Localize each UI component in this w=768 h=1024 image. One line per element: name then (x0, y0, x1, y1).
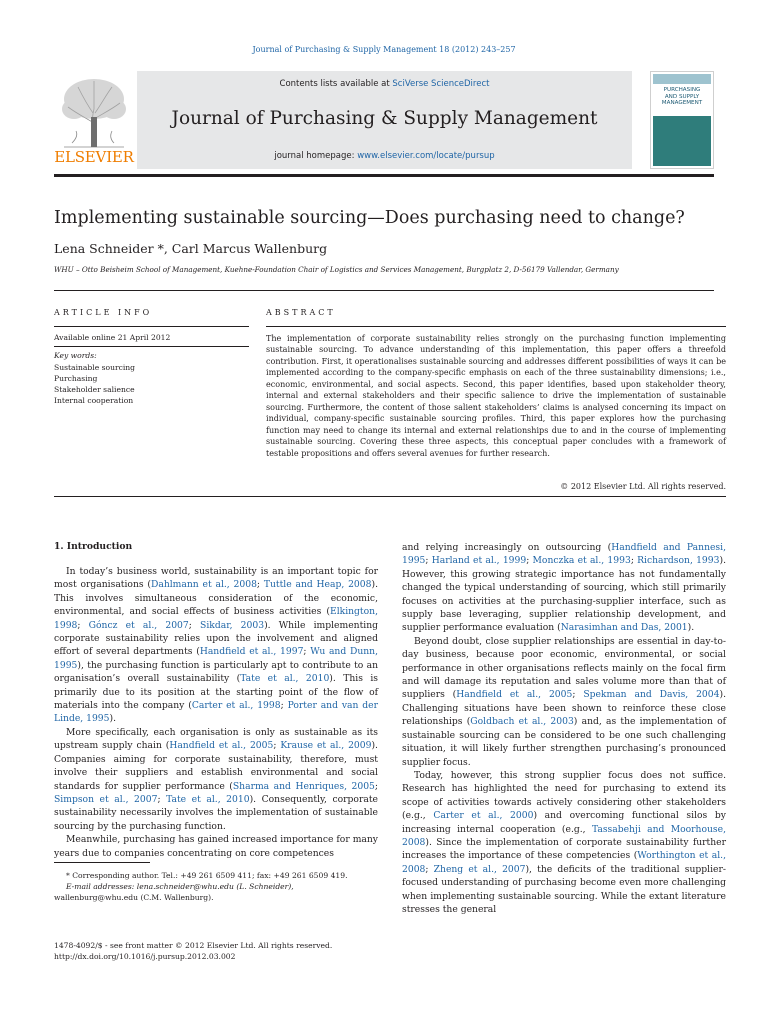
affiliation: WHU – Otto Beisheim School of Management, Kuehne-Foundation Chair of Logistics and Services Management, Burgplatz 2, D-56179 Vallendar, Germany (54, 265, 619, 274)
cover-title-line-3: MANAGEMENT (661, 100, 703, 107)
contents-prefix: Contents lists available at (279, 79, 393, 89)
abstract-rule-bottom (54, 496, 726, 497)
title-rule (54, 290, 714, 291)
body-paragraph: Today, however, this strong supplier focus does not suffice. Research has highlighted the need for purchasing to extend its scope of activities towards actively considering other stakeholders (e.g., Carter et al., 2000) and overcoming functional silos by increasing internal cooperation (e.g., Tassabehji and Moorhouse, 2008). Since the implementation of corporate sustainability further increases the importance of these competencies (Worthington et al., 2008; Zheng et al., 2007), the deficits of the traditional supplier-focused understanding of purchasing become even more challenging when implementing sustainable sourcing. While the extant literature stresses the general (402, 769, 726, 915)
citation-link[interactable]: Handfield et al., 2005 (169, 740, 274, 752)
citation-link[interactable]: Krause et al., 2009 (280, 740, 372, 752)
body-paragraph: More specifically, each organisation is only as sustainable as its upstream supply chain (Handfield et al., 2005; Krause et al., 2009). Companies aiming for corporate sustainability, therefore, must involve their suppliers and establish environmental and social standards for supplier performance (Sharma and Henriques, 2005; Simpson et al., 2007; Tate et al., 2010). Consequently, corporate sustainability necessarily involves the implementation of sustainable sourcing by the purchasing function. (54, 726, 378, 832)
cover-title (653, 87, 711, 107)
citation-link[interactable]: Porter and van der Linde, 1995 (54, 700, 378, 725)
citation-link[interactable]: Góncz et al., 2007 (88, 619, 189, 631)
homepage-line (137, 151, 632, 161)
citation-link[interactable]: Elkington, 1998 (54, 606, 378, 631)
body-paragraph: and relying increasingly on outsourcing (Handfield and Pannesi, 1995; Harland et al., 1999; Monczka et al., 1993; Richardson, 1993). However, this growing strategic importance has not fundamentally changed the typical understanding of sourcing, which still primarily focuses on activities at the purchasing-supplier interface, such as supply base leveraging, supplier relationship development, and supplier performance evaluation (Narasimhan and Das, 2001). (402, 542, 726, 634)
article-info-rule-mid (54, 346, 249, 347)
elsevier-wordmark: ELSEVIER (54, 148, 134, 166)
doi-link[interactable]: http://dx.doi.org/10.1016/j.pursup.2012.03.002 (54, 952, 236, 961)
keywords-list (54, 362, 135, 406)
citation-link[interactable]: Dahlmann et al., 2008 (150, 579, 257, 591)
issn-line: 1478-4092/$ - see front matter © 2012 Elsevier Ltd. All rights reserved. (54, 941, 333, 950)
abstract-heading: ABSTRACT (266, 308, 336, 317)
keyword-item: Purchasing (54, 374, 98, 383)
citation-link[interactable]: Carter et al., 1998 (191, 700, 281, 712)
homepage-link[interactable]: www.elsevier.com/locate/pursup (357, 151, 495, 161)
citation-link[interactable]: Monczka et al., 1993 (532, 555, 631, 567)
footnote (54, 870, 378, 903)
article-title: Implementing sustainable sourcing—Does purchasing need to change? (54, 208, 685, 228)
article-info-heading: ARTICLE INFO (54, 308, 153, 317)
citation-link[interactable]: Harland et al., 1999 (431, 555, 527, 567)
citation-link[interactable]: Simpson et al., 2007 (54, 793, 158, 805)
citation-link[interactable]: Narasimhan and Das, 2001 (560, 622, 688, 634)
available-online-date: Available online 21 April 2012 (54, 333, 171, 342)
keyword-item: Stakeholder salience (54, 385, 135, 394)
article-info-rule-top (54, 326, 249, 327)
citation-link[interactable]: Worthington et al., 2008 (402, 850, 726, 875)
email-addresses-line-1[interactable]: E-mail addresses: lena.schneider@whu.edu (L. Schneider), (66, 882, 294, 891)
keywords-heading: Key words: (54, 351, 97, 360)
body-paragraph: Meanwhile, purchasing has gained increased importance for many years due to companies concentrating on core competences (54, 834, 378, 859)
footnote-rule (54, 862, 150, 863)
citation-link[interactable]: Wu and Dunn, 1995 (54, 646, 378, 671)
abstract-rule-top (266, 326, 726, 327)
citation-link[interactable]: Sharma and Henriques, 2005 (232, 780, 375, 792)
citation-link[interactable]: Zheng et al., 2007 (433, 863, 526, 875)
citation-link[interactable]: Carter et al., 2000 (433, 810, 534, 822)
body-column-right (402, 541, 726, 916)
journal-title: Journal of Purchasing & Supply Management (171, 108, 598, 129)
body-column-left (54, 565, 378, 860)
citation-link[interactable]: Richardson, 1993 (637, 555, 720, 567)
cover-artwork (653, 116, 711, 166)
introduction-heading: 1. Introduction (54, 541, 133, 552)
email-addresses-line-2[interactable]: wallenburg@whu.edu (C.M. Wallenburg). (54, 893, 214, 902)
cover-band (653, 74, 711, 84)
running-header[interactable]: Journal of Purchasing & Supply Management 18 (2012) 243–257 (252, 45, 516, 54)
body-paragraph: Beyond doubt, close supplier relationships are essential in day-to-day business, because poor economic, environmental, or social performance in other organisations reflects mainly on the focal firm and will damage its reputation and sales volume more than that of suppliers (Handfield et al., 2005; Spekman and Davis, 2004). Challenging situations have been shown to reinforce these close relationships (Goldbach et al., 2003) and, as the implementation of sustainable sourcing can be considered to be one such challenging situation, it will likely further strengthen purchasing’s pronounced supplier focus. (402, 635, 727, 768)
contents-line (137, 79, 632, 89)
citation-link[interactable]: Handfield et al., 1997 (199, 646, 304, 658)
citation-link[interactable]: Handfield et al., 2005 (456, 689, 573, 701)
citation-link[interactable]: Tate et al., 2010 (166, 793, 250, 805)
body-paragraph: In today’s business world, sustainability is an important topic for most organisations (Dahlmann et al., 2008; Tuttle and Heap, 2008). This involves simultaneous consideration of the economic, environmental, and social effects of business activities (Elkington, 1998; Góncz et al., 2007; Sikdar, 2003). While implementing corporate sustainability relies upon the involvement and aligned effort of several departments (Handfield et al., 1997; Wu and Dunn, 1995), the purchasing function is particularly apt to contribute to an organisation’s overall sustainability (Tate et al., 2010). This is primarily due to its position at the starting point of the flow of materials into the company (Carter et al., 1998; Porter and van der Linde, 1995). (54, 566, 378, 725)
citation-link[interactable]: Tate et al., 2010 (240, 673, 330, 685)
abstract-text: The implementation of corporate sustainability relies strongly on the purchasing function implementing sustainable sourcing. To advance understanding of this implementation, this paper offers a threefold contribution. First, it operationalises sustainable sourcing and addresses different possibilities of ways it can be implemented according to the company-specific emphasis on each of the three sustainability dimensions; i.e., economic, environmental, and social aspects. Second, this paper identifies, based upon stakeholder theory, internal and external stakeholders and their specific salience to drive the implementation of sustainable sourcing. Furthermore, the content of those salient stakeholders’ claims is analysed concerning its impact on individual, company-specific sustainable sourcing profiles. Third, this paper explores how the purchasing function may need to change its internal and external relationships due to and in the course of implementing sustainable sourcing. Covering these three aspects, this conceptual paper concludes with a framework of testable propositions and offers several avenues for further research. (266, 334, 726, 458)
author-list: Lena Schneider *, Carl Marcus Wallenburg (54, 241, 328, 256)
citation-link[interactable]: Spekman and Davis, 2004 (583, 689, 720, 701)
sciencedirect-link[interactable]: SciVerse ScienceDirect (392, 79, 490, 89)
citation-link[interactable]: Tassabehji and Moorhouse, 2008 (402, 823, 726, 848)
abstract-copyright: © 2012 Elsevier Ltd. All rights reserved. (560, 482, 726, 491)
corresponding-author-note: * Corresponding author. Tel.: +49 261 6509 411; fax: +49 261 6509 419. (66, 871, 348, 880)
keyword-item: Internal cooperation (54, 396, 134, 405)
citation-link[interactable]: Handfield and Pannesi, 1995 (402, 542, 726, 567)
citation-link[interactable]: Goldbach et al., 2003 (470, 716, 574, 728)
homepage-prefix: journal homepage: (274, 151, 358, 161)
citation-link[interactable]: Sikdar, 2003 (200, 619, 265, 631)
keyword-item: Sustainable sourcing (54, 363, 136, 372)
citation-link[interactable]: Tuttle and Heap, 2008 (263, 579, 372, 591)
cover-title-line-2: AND SUPPLY (664, 93, 700, 100)
cover-title-line-1: PURCHASING (663, 87, 701, 93)
masthead-rule (54, 174, 714, 177)
